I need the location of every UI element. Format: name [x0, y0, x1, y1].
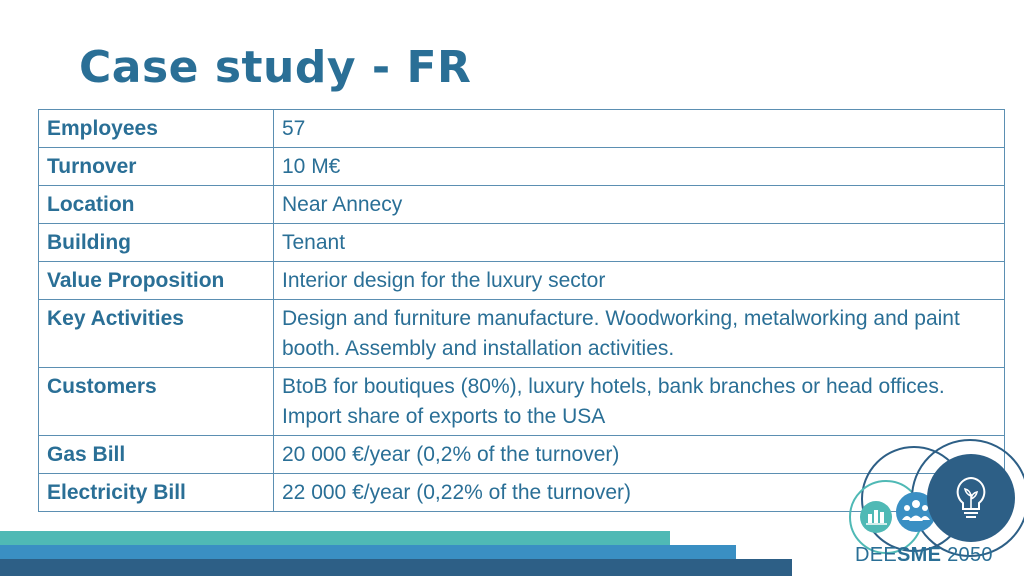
row-value: Design and furniture manufacture. Woodworking, metalworking and paint booth. Assembly and installation activities. [274, 300, 1005, 368]
row-value: 10 M€ [274, 148, 1005, 186]
row-value: Tenant [274, 224, 1005, 262]
row-label: Building [39, 224, 274, 262]
row-label: Employees [39, 110, 274, 148]
row-value: 57 [274, 110, 1005, 148]
row-value: BtoB for boutiques (80%), luxury hotels, bank branches or head offices. Import share of exports to the USA [274, 368, 1005, 436]
table-row [39, 224, 1005, 262]
table-row [39, 436, 1005, 474]
row-label: Gas Bill [39, 436, 274, 474]
page-title: Case study - FR [79, 42, 472, 93]
table-row [39, 148, 1005, 186]
table-row [39, 186, 1005, 224]
row-value: Interior design for the luxury sector [274, 262, 1005, 300]
table-row [39, 474, 1005, 512]
row-value: Near Annecy [274, 186, 1005, 224]
brand-text-sme: SME [897, 544, 942, 566]
row-label: Customers [39, 368, 274, 436]
row-label: Turnover [39, 148, 274, 186]
row-label: Electricity Bill [39, 474, 274, 512]
footer-band-navy [0, 559, 792, 576]
row-label: Key Activities [39, 300, 274, 368]
row-label: Location [39, 186, 274, 224]
row-value: 20 000 €/year (0,2% of the turnover) [274, 436, 1005, 474]
row-label: Value Proposition [39, 262, 274, 300]
table-row [39, 368, 1005, 436]
table-row [39, 110, 1005, 148]
table-row [39, 262, 1005, 300]
case-study-table [38, 109, 1005, 512]
brand-text-dee: DEE [855, 544, 898, 566]
footer-band-teal [0, 531, 670, 545]
row-value: 22 000 €/year (0,22% of the turnover) [274, 474, 1005, 512]
table-row [39, 300, 1005, 368]
brand-logo-text [855, 544, 993, 567]
brand-text-year: 2050 [941, 544, 993, 566]
footer-band-blue [0, 545, 736, 559]
